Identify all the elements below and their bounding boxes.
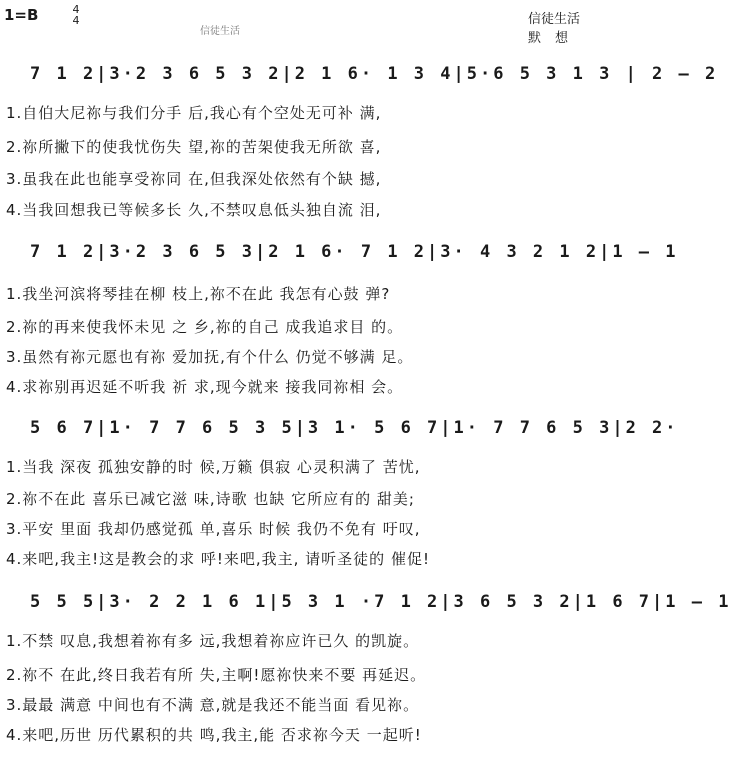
song-title: 信徒生活 bbox=[528, 12, 581, 27]
lyric-line: 4.当我回想我已等候多长 久,不禁叹息低头独自流 泪, bbox=[6, 201, 382, 219]
faint-title: 信徒生活 bbox=[200, 26, 240, 37]
lyric-line: 1.我坐河滨将琴挂在柳 枝上,祢不在此 我怎有心鼓 弹? bbox=[6, 285, 391, 303]
time-bottom: 4 bbox=[72, 14, 80, 27]
notation-line-1: 7 1 2|3·2 3 6 5 3 2|2 1 6· 1 3 4|5·6 5 3 1 3 | 2 — 2 bbox=[30, 64, 719, 84]
lyric-line: 3.虽然有祢元愿也有祢 爱加抚,有个什么 仍觉不够满 足。 bbox=[6, 348, 414, 366]
notation-line-3: 5 6 7|1· 7 7 6 5 3 5|3 1· 5 6 7|1· 7 7 6 5 3|2 2· bbox=[30, 418, 679, 438]
lyric-line: 4.来吧,我主!这是教会的求 呼!来吧,我主, 请听圣徒的 催促! bbox=[6, 550, 430, 568]
lyric-line: 2.祢的再来使我怀未见 之 乡,祢的自己 成我追求目 的。 bbox=[6, 318, 404, 336]
lyric-line: 2.祢不 在此,终日我若有所 失,主啊!愿祢快来不要 再延迟。 bbox=[6, 666, 427, 684]
time-top: 4 bbox=[72, 3, 80, 16]
lyric-line: 2.祢所撇下的使我忧伤失 望,祢的苦架使我无所欲 喜, bbox=[6, 138, 382, 156]
key-signature: 1=B bbox=[4, 6, 39, 24]
song-author: 默想 bbox=[528, 31, 583, 46]
notation-line-4: 5 5 5|3· 2 2 1 6 1|5 3 1 ·7 1 2|3 6 5 3 2|1 6 7|1 — 1 bbox=[30, 592, 731, 612]
lyric-line: 3.平安 里面 我却仍感觉孤 单,喜乐 时候 我仍不免有 吁叹, bbox=[6, 520, 421, 538]
lyric-line: 3.虽我在此也能享受祢同 在,但我深处依然有个缺 撼, bbox=[6, 170, 382, 188]
lyric-line: 4.求祢别再迟延不听我 祈 求,现今就来 接我同祢相 会。 bbox=[6, 378, 404, 396]
time-signature bbox=[70, 4, 82, 26]
lyric-line: 4.来吧,历世 历代累积的共 鸣,我主,能 否求祢今天 一起听! bbox=[6, 726, 422, 744]
notation-line-2: 7 1 2|3·2 3 6 5 3|2 1 6· 7 1 2|3· 4 3 2 1 2|1 — 1 bbox=[30, 242, 679, 262]
lyric-line: 2.祢不在此 喜乐已减它滋 味,诗歌 也缺 它所应有的 甜美; bbox=[6, 490, 415, 508]
lyric-line: 1.自伯大尼祢与我们分手 后,我心有个空处无可补 满, bbox=[6, 104, 382, 122]
lyric-line: 3.最最 满意 中间也有不满 意,就是我还不能当面 看见祢。 bbox=[6, 696, 420, 714]
lyric-line: 1.当我 深夜 孤独安静的时 候,万籁 俱寂 心灵积满了 苦忧, bbox=[6, 458, 421, 476]
lyric-line: 1.不禁 叹息,我想着祢有多 远,我想着祢应许已久 的凯旋。 bbox=[6, 632, 420, 650]
